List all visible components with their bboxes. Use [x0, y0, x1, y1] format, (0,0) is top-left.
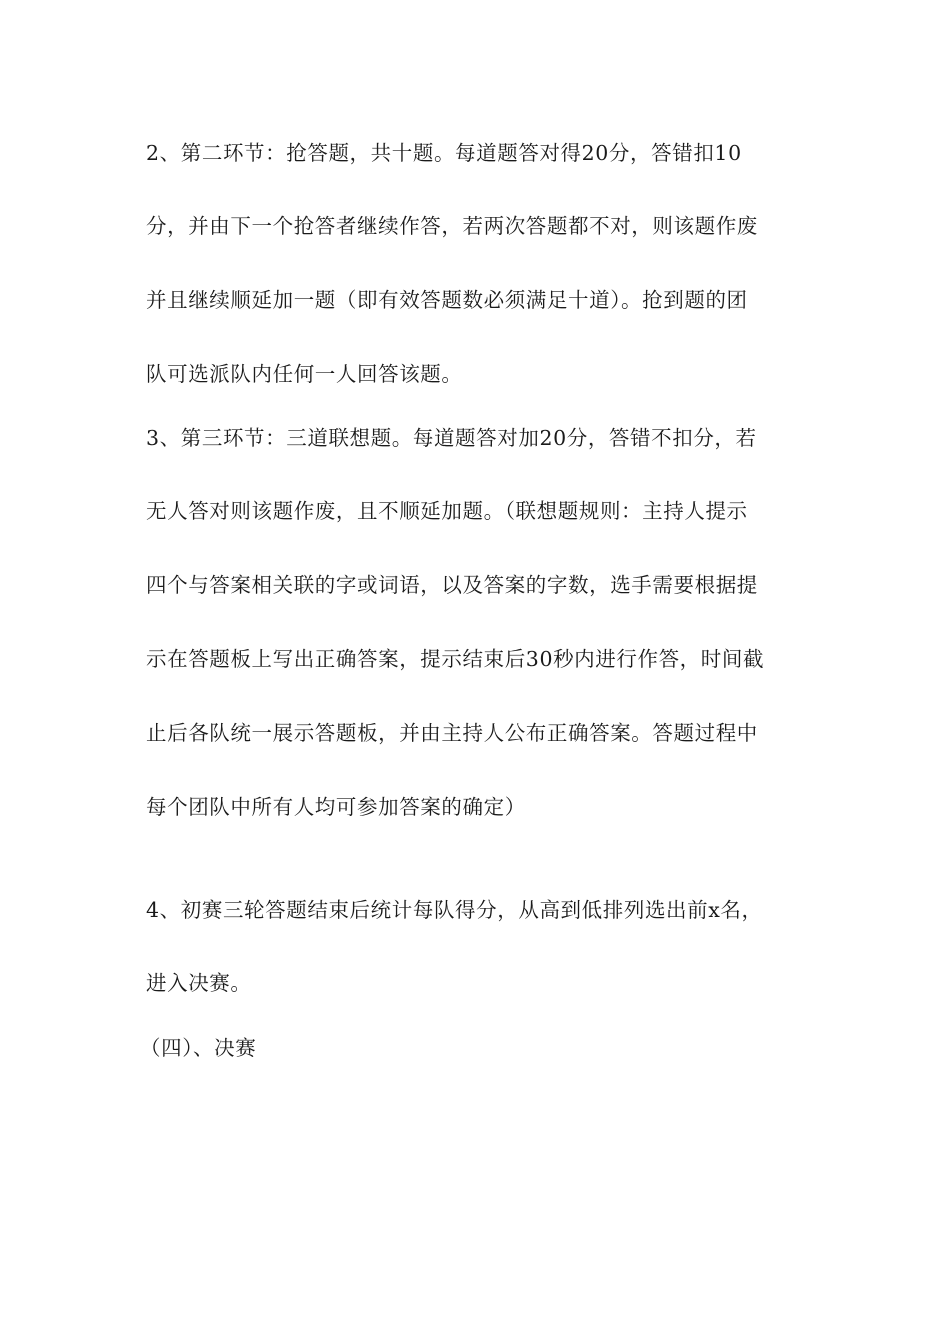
paragraph-2-line-1: 2、第二环节：抢答题，共十题。每道题答对得20分，答错扣10 [146, 141, 742, 165]
paragraph-3-line-3: 四个与答案相关联的字或词语，以及答案的字数，选手需要根据提 [146, 573, 758, 597]
paragraph-3-line-1: 3、第三环节：三道联想题。每道题答对加20分，答错不扣分，若 [146, 426, 757, 450]
paragraph-3-line-5: 止后各队统一展示答题板，并由主持人公布正确答案。答题过程中 [146, 721, 758, 745]
section-heading-finals: （四）、决赛 [140, 1036, 257, 1060]
paragraph-3-line-2: 无人答对则该题作废，且不顺延加题。（联想题规则：主持人提示 [146, 499, 748, 523]
paragraph-3-line-4: 示在答题板上写出正确答案，提示结束后30秒内进行作答，时间截 [146, 647, 765, 671]
paragraph-2-line-3: 并且继续顺延加一题（即有效答题数必须满足十道）。抢到题的团 [146, 288, 748, 312]
paragraph-3-line-6: 每个团队中所有人均可参加答案的确定） [146, 795, 526, 819]
paragraph-2-line-4: 队可选派队内任何一人回答该题。 [146, 362, 463, 386]
paragraph-4-line-2: 进入决赛。 [146, 971, 252, 995]
paragraph-4-line-1: 4、初赛三轮答题结束后统计每队得分，从高到低排列选出前x名， [146, 898, 763, 922]
paragraph-2-line-2: 分，并由下一个抢答者继续作答，若两次答题都不对，则该题作废 [146, 214, 758, 238]
